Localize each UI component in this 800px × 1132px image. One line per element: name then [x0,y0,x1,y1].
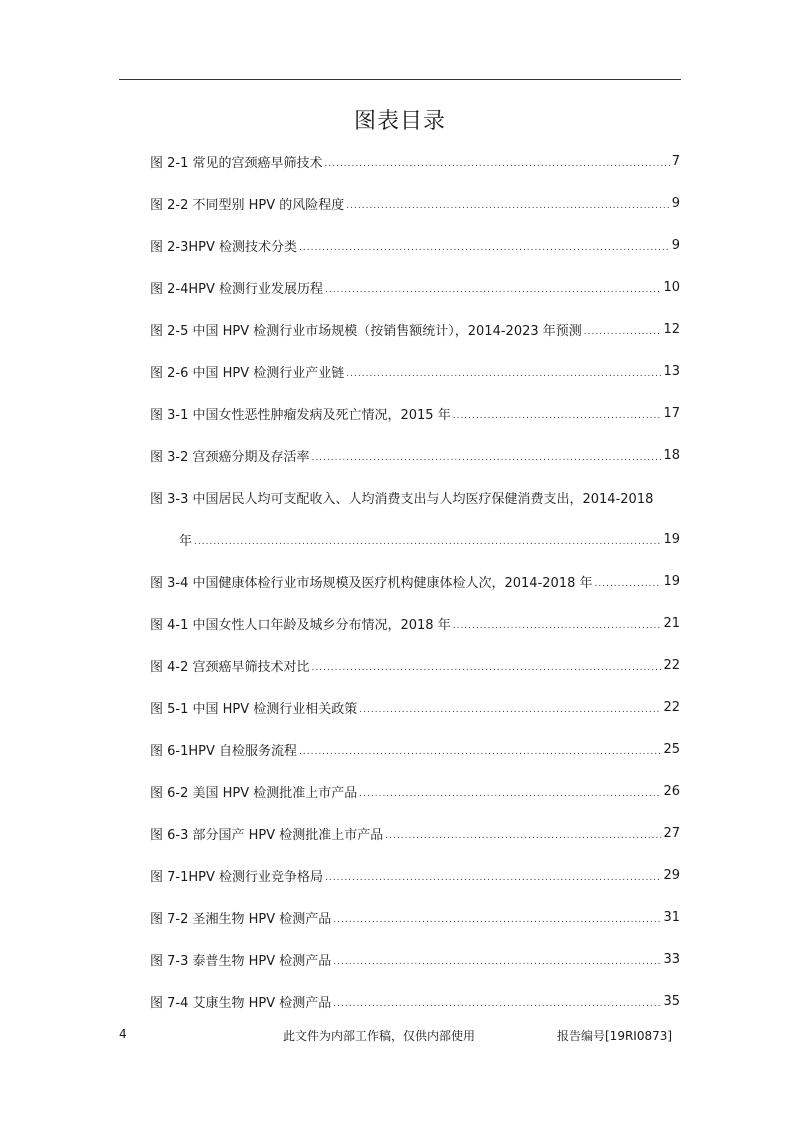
toc-entry-label: 图 2-5 中国 HPV 检测行业市场规模（按销售额统计），2014-2023 年预测 [150,323,582,339]
header-rule [119,79,681,80]
toc-entry-page: 12 [663,321,680,337]
toc-entry-page: 31 [663,909,680,925]
toc-entry-page: 18 [663,447,680,463]
toc-leader [325,159,670,169]
figure-list [150,140,680,1022]
footer-report-id: 报告编号[19RI0873] [557,1029,673,1043]
toc-leader [312,453,662,463]
toc-entry[interactable] [150,854,680,896]
toc-leader [453,411,662,421]
toc-entry-label: 图 3-1 中国女性恶性肿瘤发病及死亡情况，2015 年 [150,407,451,423]
toc-entry-label: 图 2-1 常见的宫颈癌早筛技术 [150,155,323,171]
toc-entry[interactable] [150,476,680,518]
toc-entry-page: 22 [663,699,680,715]
toc-leader [333,915,661,925]
toc-entry-label: 图 4-2 宫颈癌早筛技术对比 [150,659,310,675]
toc-entry-page: 26 [663,783,680,799]
toc-entry-label: 图 7-3 泰普生物 HPV 检测产品 [150,953,332,969]
toc-entry-page: 17 [663,405,680,421]
page-title: 图表目录 [353,109,446,134]
toc-entry-page: 13 [663,363,680,379]
toc-entry-page: 9 [671,195,680,211]
toc-entry[interactable] [150,308,680,350]
toc-leader [325,285,661,295]
toc-entry-label: 图 6-1HPV 自检服务流程 [150,743,298,759]
toc-entry[interactable] [150,812,680,854]
toc-entry-page: 35 [663,993,680,1009]
toc-leader [346,201,669,211]
toc-entry[interactable] [150,644,680,686]
toc-entry[interactable] [150,434,680,476]
toc-entry-label: 图 7-2 圣湘生物 HPV 检测产品 [150,911,332,927]
toc-entry[interactable] [150,980,680,1022]
toc-entry[interactable] [150,896,680,938]
toc-entry[interactable] [150,392,680,434]
toc-entry[interactable] [150,770,680,812]
toc-entry-label: 图 2-2 不同型别 HPV 的风险程度 [150,197,345,213]
toc-leader [299,243,670,253]
toc-entry[interactable] [150,560,680,602]
toc-entry-page: 33 [663,951,680,967]
toc-leader [584,327,662,337]
toc-leader [359,789,661,799]
toc-entry[interactable] [150,938,680,980]
toc-entry-page: 19 [663,531,680,547]
toc-leader [312,663,662,673]
toc-entry-label: 图 6-2 美国 HPV 检测批准上市产品 [150,785,358,801]
toc-leader [385,831,661,841]
toc-entry-label: 图 7-1HPV 检测行业竞争格局 [150,869,324,885]
toc-entry-continuation[interactable] [150,518,680,560]
toc-entry[interactable] [150,350,680,392]
toc-leader [359,705,661,715]
toc-entry-label: 图 3-4 中国健康体检行业市场规模及医疗机构健康体检人次，2014-2018 年 [150,575,593,591]
toc-entry-page: 19 [663,573,680,589]
toc-leader [595,579,662,589]
toc-entry-page: 25 [663,741,680,757]
toc-entry-label: 图 7-4 艾康生物 HPV 检测产品 [150,995,332,1011]
toc-entry-page: 22 [663,657,680,673]
toc-leader [333,957,661,967]
toc-entry-label: 图 4-1 中国女性人口年龄及城乡分布情况，2018 年 [150,617,451,633]
toc-entry-page: 9 [671,237,680,253]
toc-entry-label: 图 3-3 中国居民人均可支配收入、人均消费支出与人均医疗保健消费支出，2014-2018 [150,491,654,507]
toc-entry-page: 29 [663,867,680,883]
footer-page-number: 4 [119,1027,127,1041]
toc-entry-label: 图 2-6 中国 HPV 检测行业产业链 [150,365,345,381]
toc-entry[interactable] [150,266,680,308]
toc-entry-page: 10 [663,279,680,295]
toc-entry[interactable] [150,728,680,770]
toc-entry-label: 图 6-3 部分国产 HPV 检测批准上市产品 [150,827,384,843]
toc-leader [346,369,661,379]
footer-notice: 此文件为内部工作稿，仅供内部使用 [283,1029,476,1043]
toc-entry[interactable] [150,602,680,644]
toc-leader [453,621,662,631]
toc-entry-label: 图 3-2 宫颈癌分期及存活率 [150,449,310,465]
toc-leader [299,747,661,757]
toc-entry[interactable] [150,140,680,182]
toc-entry-label: 图 2-4HPV 检测行业发展历程 [150,281,324,297]
toc-entry[interactable] [150,182,680,224]
toc-leader [325,873,661,883]
toc-entry-label: 年 [179,533,193,549]
toc-entry[interactable] [150,686,680,728]
toc-entry-page: 21 [663,615,680,631]
toc-entry-label: 图 5-1 中国 HPV 检测行业相关政策 [150,701,358,717]
toc-leader [333,999,661,1009]
toc-leader [194,537,661,547]
toc-entry[interactable] [150,224,680,266]
toc-entry-page: 7 [671,153,680,169]
toc-entry-label: 图 2-3HPV 检测技术分类 [150,239,298,255]
toc-entry-page: 27 [663,825,680,841]
